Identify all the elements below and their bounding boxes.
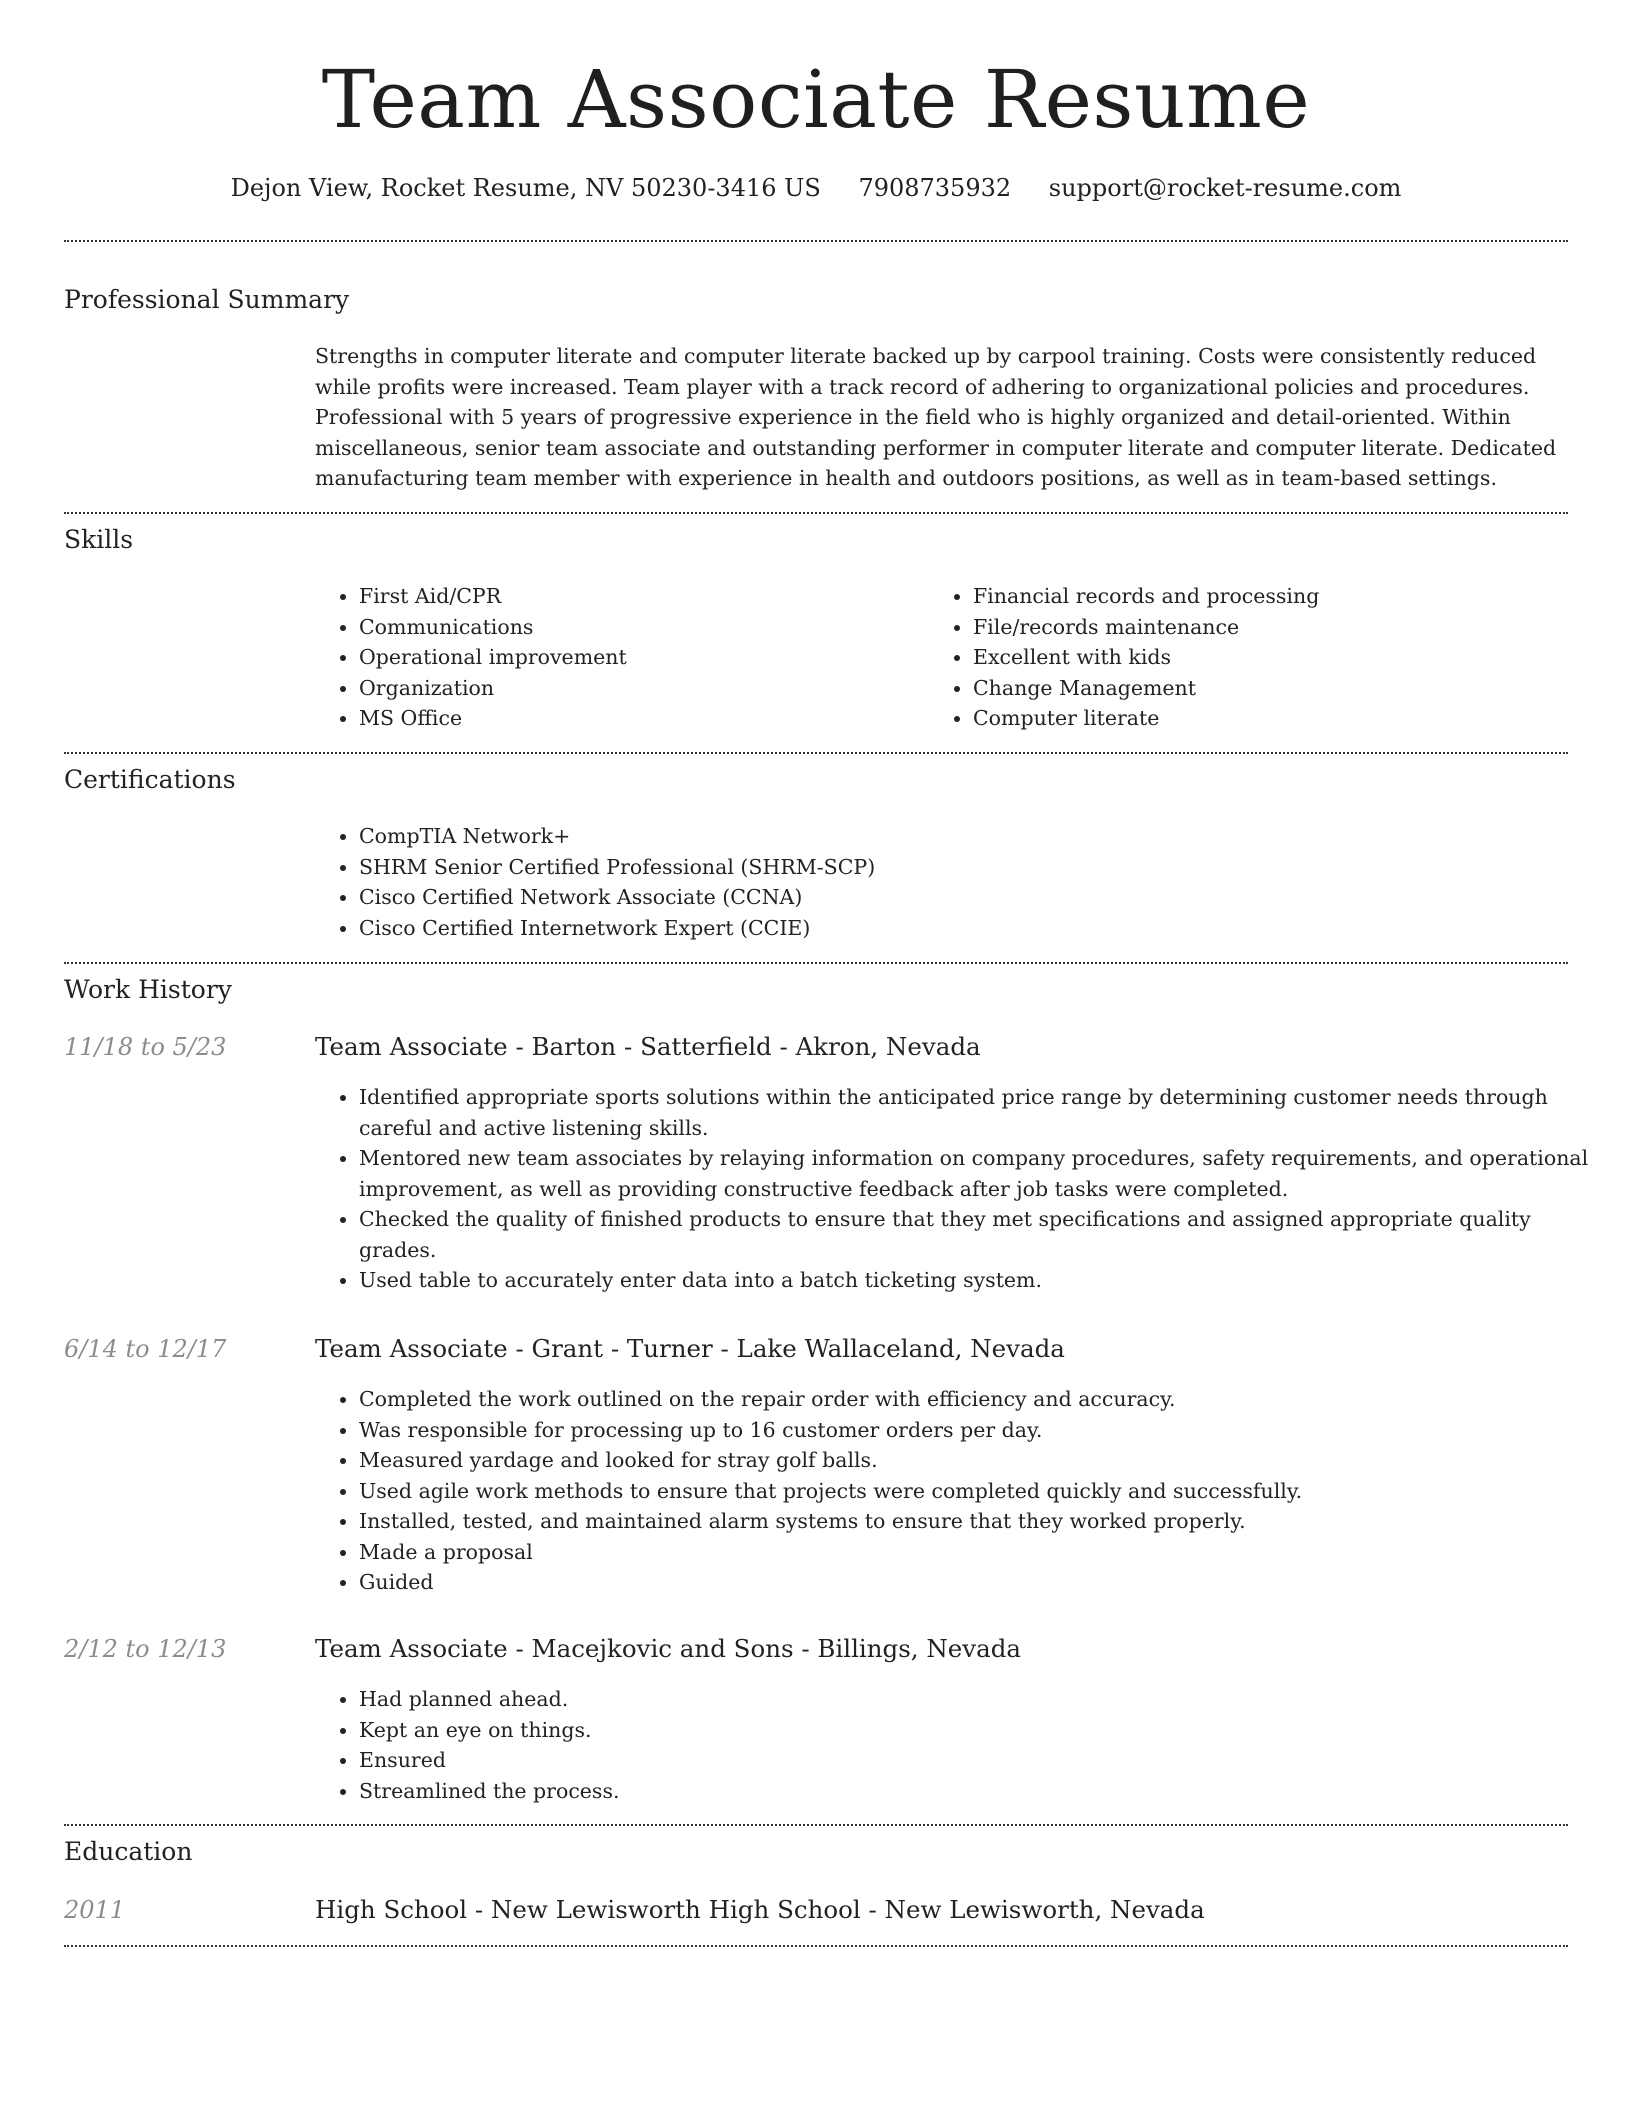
job-bullet: • Streamlined the process. [359, 1776, 1609, 1807]
section-divider [64, 240, 1568, 242]
job-bullet: • Checked the quality of finished products to ensure that they met specifications and assigned appropriate quality grades. [359, 1204, 1609, 1265]
skill-item: • Computer literate [973, 703, 1603, 734]
job-bullet: • Measured yardage and looked for stray golf balls. [359, 1445, 1609, 1476]
section-divider [64, 512, 1568, 514]
skills-list-left [315, 581, 919, 734]
certifications-list [315, 821, 1609, 943]
job-bullet: • Completed the work outlined on the repair order with efficiency and accuracy. [359, 1384, 1609, 1415]
page-title: Team Associate Resume [321, 53, 1311, 146]
job-dates: 11/18 to 5/23 [64, 1033, 227, 1061]
certifications-heading: Certifications [64, 765, 236, 794]
summary-text: Strengths in computer literate and computer literate backed up by carpool training. Costs were consistently reduced while profits were increased. Team player with a track record of adhering to organizational policies and procedures. Professional with 5 years of progressive experience in the field who is highly organized and detail-oriented. Within miscellaneous, senior team associate and outstanding performer in computer literate and computer literate. Dedicated manufacturing team member with experience in health and outdoors positions, as well as in team-based settings. [315, 344, 1557, 490]
contact-line [0, 172, 1632, 204]
job-bullets [315, 1384, 1609, 1598]
contact-phone: 7908735932 [858, 174, 1012, 202]
section-divider [64, 1824, 1568, 1826]
job-bullet: • Mentored new team associates by relaying information on company procedures, safety requirements, and operational improvement, as well as providing constructive feedback after job tasks were completed. [359, 1143, 1609, 1204]
job-bullet: • Kept an eye on things. [359, 1715, 1609, 1746]
job-bullet: • Made a proposal [359, 1537, 1609, 1568]
job-bullet: • Had planned ahead. [359, 1684, 1609, 1715]
job-title: Team Associate - Barton - Satterfield - Akron, Nevada [315, 1032, 981, 1061]
certification-item: • Cisco Certified Network Associate (CCNA) [359, 882, 1609, 913]
job-bullet: • Identified appropriate sports solutions within the anticipated price range by determining customer needs through careful and active listening skills. [359, 1082, 1609, 1143]
job-title: Team Associate - Macejkovic and Sons - Billings, Nevada [315, 1634, 1022, 1663]
skill-item: • MS Office [359, 703, 919, 734]
section-divider [64, 1945, 1568, 1947]
job-bullets [315, 1684, 1609, 1806]
job-bullet: • Used agile work methods to ensure that projects were completed quickly and successfully. [359, 1476, 1609, 1507]
skills-heading: Skills [64, 525, 134, 554]
job-bullets [315, 1082, 1609, 1296]
section-divider [64, 752, 1568, 754]
job-bullet: • Guided [359, 1567, 1609, 1598]
skills-list-right [929, 581, 1603, 734]
section-divider [64, 962, 1568, 964]
certification-item: • SHRM Senior Certified Professional (SHRM-SCP) [359, 852, 1609, 883]
skill-item: • First Aid/CPR [359, 581, 919, 612]
job-bullet: • Used table to accurately enter data into a batch ticketing system. [359, 1265, 1609, 1296]
certification-item: • Cisco Certified Internetwork Expert (CCIE) [359, 913, 1609, 944]
job-dates: 2/12 to 12/13 [64, 1635, 227, 1663]
skill-item: • Communications [359, 612, 919, 643]
skill-item: • Organization [359, 673, 919, 704]
contact-address: Dejon View, Rocket Resume, NV 50230-3416 US [230, 174, 821, 202]
contact-email: support@rocket-resume.com [1048, 174, 1402, 202]
education-heading: Education [64, 1837, 193, 1866]
job-bullet: • Was responsible for processing up to 16 customer orders per day. [359, 1415, 1609, 1446]
job-bullet: • Ensured [359, 1745, 1609, 1776]
education-degree: High School - New Lewisworth High School - New Lewisworth, Nevada [315, 1895, 1205, 1924]
education-year: 2011 [64, 1896, 126, 1924]
skill-item: • Financial records and processing [973, 581, 1603, 612]
job-title: Team Associate - Grant - Turner - Lake Wallaceland, Nevada [315, 1334, 1065, 1363]
certification-item: • CompTIA Network+ [359, 821, 1609, 852]
skill-item: • Excellent with kids [973, 642, 1603, 673]
summary-heading: Professional Summary [64, 285, 350, 314]
skill-item: • File/records maintenance [973, 612, 1603, 643]
work-heading: Work History [64, 975, 232, 1004]
job-dates: 6/14 to 12/17 [64, 1335, 227, 1363]
skill-item: • Operational improvement [359, 642, 919, 673]
skill-item: • Change Management [973, 673, 1603, 704]
job-bullet: • Installed, tested, and maintained alarm systems to ensure that they worked properly. [359, 1506, 1609, 1537]
